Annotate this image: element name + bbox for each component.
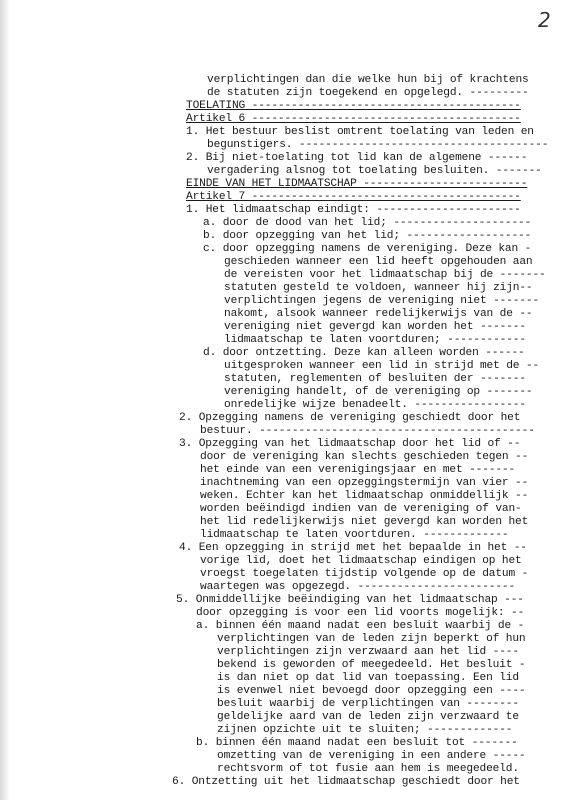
text-line: statuten, reglementen of besluiten der ------- (224, 373, 526, 385)
text-line: is evenwel niet bevoegd door opzegging een ---- (217, 685, 526, 697)
text-line: 3. Opzegging van het lidmaatschap door het lid of -- (179, 438, 521, 450)
section-heading: TOELATING ----------------------------------------- (186, 100, 521, 112)
text-line: bekend is geworden of meegedeeld. Het besluit - (217, 659, 526, 671)
text-line: 1. Het bestuur beslist omtrent toelating van leden en (186, 126, 534, 138)
text-line: omzetting van de vereniging in een andere ----- (217, 750, 526, 762)
text-line: geldelijke aard van de leden zijn verzwaard te (217, 711, 519, 723)
text-line: 4. Een opzegging in strijd met het bepaalde in het -- (179, 542, 527, 554)
text-line: rechtsvorm of tot fusie aan hem is meegedeeld. (217, 763, 519, 775)
text-line: 6. Ontzetting uit het lidmaatschap geschiedt door het (172, 776, 520, 788)
text-line: zijnen opzichte uit te sluiten; ------------- (217, 724, 513, 736)
text-line: c. door opzegging namens de vereniging. Deze kan - (203, 243, 532, 255)
text-line: 2. Opzegging namens de vereniging geschiedt door het (179, 412, 521, 424)
text-line: b. binnen één maand nadat een besluit tot ------- (196, 737, 518, 749)
text-line: verplichtingen dan die welke hun bij of krachtens (207, 74, 529, 86)
section-heading: Artikel 6 ----------------------------------------- (186, 113, 521, 125)
text-line: verplichtingen van de leden zijn beperkt of hun (217, 633, 526, 645)
text-line: het lid redelijkerwijs niet gevergd kan worden het (200, 516, 529, 528)
text-line: vereniging handelt, of de vereniging op ------- (224, 386, 533, 398)
page-number: 2 (538, 8, 551, 32)
text-line: lidmaatschap te laten voortduren; ------------ (224, 334, 526, 346)
text-line: de vereisten voor het lidmaatschap bij de ------- (224, 269, 546, 281)
text-line: verplichtingen jegens de vereniging niet ------- (224, 295, 540, 307)
text-line: de statuten zijn toegekend en opgelegd. --------- (207, 87, 529, 99)
text-line: verplichtingen zijn verzwaard aan het lid ---- (217, 646, 519, 658)
text-line: worden beëindigd indien van de vereniging of van- (200, 503, 522, 515)
text-line: is dan niet op dat lid van toepassing. Een lid (217, 672, 519, 684)
text-line: inachtneming van een opzeggingstermijn van vier -- (200, 477, 529, 489)
text-line: waartegen was opgezegd. ------------------------ (200, 581, 516, 593)
text-line: d. door ontzetting. Deze kan alleen worden ------ (203, 347, 525, 359)
text-line: a. binnen één maand nadat een besluit waarbij de - (196, 620, 525, 632)
text-line: 1. Het lidmaatschap eindigt: ---------------------- (186, 204, 521, 216)
text-line: vroegst toegelaten tijdstip volgende op de datum - (200, 568, 529, 580)
text-line: het einde van een verenigingsjaar en met ------- (200, 464, 516, 476)
text-line: vereniging niet gevergd kan worden het ------- (224, 321, 526, 333)
section-heading: Artikel 7 ----------------------------------------- (186, 191, 521, 203)
text-line: nakomt, alsook wanneer redelijkerwijs van de -- (224, 308, 533, 320)
text-line: weken. Echter kan het lidmaatschap onmiddellijk -- (200, 490, 529, 502)
text-line: onredelijke wijze benadeelt. ----------------- (224, 399, 526, 411)
text-line: 2. Bij niet-toelating tot lid kan de algemene ------ (186, 152, 528, 164)
text-line: lidmaatschap te laten voortduren. ------------- (200, 529, 509, 541)
text-line: uitgesproken wanneer een lid in strijd met de -- (224, 360, 540, 372)
section-heading: EINDE VAN HET LIDMAATSCHAP ------------------------- (186, 178, 528, 190)
text-line: begunstigers. -------------------------------------- (207, 139, 549, 151)
text-line: door opzegging is voor een lid voorts mogelijk: -- (196, 607, 525, 619)
text-line: 5. Onmiddellijke beëindiging van het lidmaatschap --- (176, 594, 524, 606)
text-line: b. door opzegging van het lid; ------------------- (203, 230, 532, 242)
text-line: a. door de dood van het lid; --------------------- (203, 217, 532, 229)
text-line: geschieden wanneer een lid heeft opgehouden aan (224, 256, 533, 268)
text-line: door de vereniging kan slechts geschieden tegen -- (200, 451, 529, 463)
text-line: besluit waarbij de verplichtingen van -------- (217, 698, 519, 710)
text-line: statuten gesteld te voldoen, wanneer hij zijn-- (224, 282, 533, 294)
text-line: vorige lid, doet het lidmaatschap eindigen op het (200, 555, 522, 567)
text-line: vergadering alsnog tot toelating besluiten. ------- (207, 165, 542, 177)
text-line: bestuur. ------------------------------------------ (200, 425, 535, 437)
